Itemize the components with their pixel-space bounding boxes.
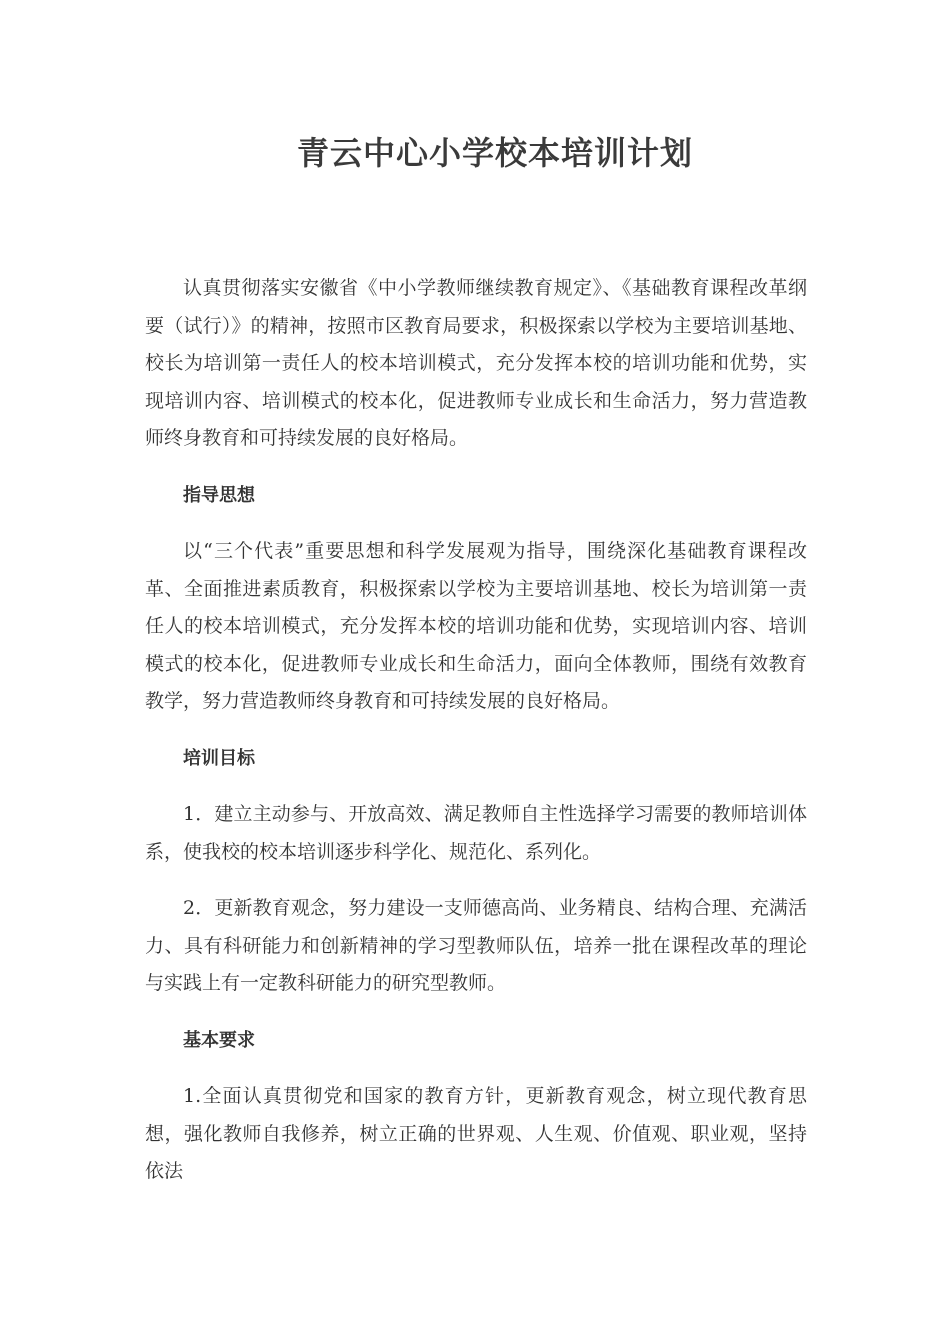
document-title: 青云中心小学校本培训计划 xyxy=(296,134,693,172)
guiding-thought-paragraph: 以“三个代表”重要思想和科学发展观为指导，围绕深化基础教育课程改革、全面推进素质教育，积极探索以学校为主要培训基地、校长为培训第一责任人的校本培训模式，充分发挥本校的培训功能和优势，实现培训内容、培训模式的校本化，促进教师专业成长和生命活力，面向全体教师，围绕有效教育教学，努力营造教师终身教育和可持续发展的良好格局。 xyxy=(145,540,807,712)
section-heading-basic-requirements: 基本要求 xyxy=(183,1029,255,1051)
training-goal-2-paragraph: 2．更新教育观念，努力建设一支师德高尚、业务精良、结构合理、充满活力、具有科研能力和创新精神的学习型教师队伍，培养一批在课程改革的理论与实践上有一定教科研能力的研究型教师。 xyxy=(145,897,807,994)
section-heading-training-goals: 培训目标 xyxy=(183,747,255,769)
document-body xyxy=(145,270,807,1210)
training-goal-1-paragraph: 1．建立主动参与、开放高效、满足教师自主性选择学习需要的教师培训体系，使我校的校本培训逐步科学化、规范化、系列化。 xyxy=(145,803,807,863)
section-heading-guiding-thought: 指导思想 xyxy=(183,484,255,506)
intro-paragraph: 认真贯彻落实安徽省《中小学教师继续教育规定》、《基础教育课程改革纲要（试行）》的精神，按照市区教育局要求，积极探索以学校为主要培训基地、校长为培训第一责任人的校本培训模式，充分发挥本校的培训功能和优势，实现培训内容、培训模式的校本化，促进教师专业成长和生命活力，努力营造教师终身教育和可持续发展的良好格局。 xyxy=(145,277,807,449)
basic-requirement-1-paragraph: 1.全面认真贯彻党和国家的教育方针，更新教育观念，树立现代教育思想，强化教师自我修养，树立正确的世界观、人生观、价值观、职业观，坚持依法 xyxy=(145,1085,807,1182)
